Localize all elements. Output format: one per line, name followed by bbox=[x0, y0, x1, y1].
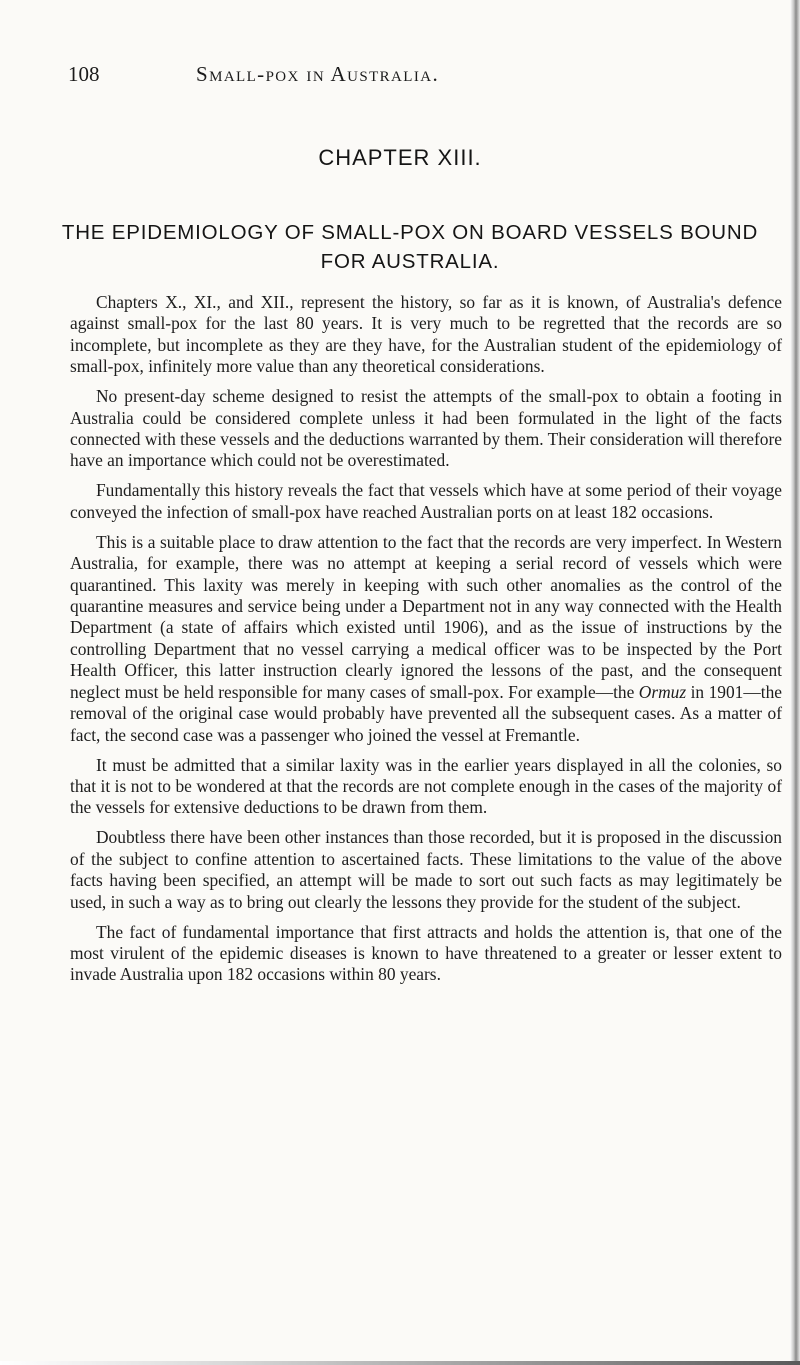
page-bottom-edge bbox=[0, 1361, 800, 1365]
chapter-label: CHAPTER XIII. bbox=[318, 145, 482, 170]
body-text bbox=[70, 292, 782, 994]
ship-name-ormuz: Ormuz bbox=[638, 681, 687, 702]
paragraph-7: The fact of fundamental importance that first attracts and holds the attention is, that one of the most virulent of the epidemic diseases is known to have threatened to a greater or lesser extent to invade Australia upon 182 occasions within 80 years. bbox=[70, 921, 782, 985]
page-edge-shadow bbox=[790, 0, 800, 1365]
chapter-title: THE EPIDEMIOLOGY OF SMALL-POX ON BOARD VESSELS BOUND FOR AUSTRALIA. bbox=[61, 221, 759, 273]
paragraph-1: Chapters X., XI., and XII., represent the history, so far as it is known, of Australia's defence against small-pox for the last 80 years. It is very much to be regretted that the records are so incomplete, but incomplete as they are they have, for the Australian student of the epidemiology of small-pox, infinitely more value than any theoretical considerations. bbox=[70, 292, 782, 377]
paragraph-3: Fundamentally this history reveals the fact that vessels which have at some period of their voyage conveyed the infection of small-pox have reached Australian ports on at least 182 occasions. bbox=[70, 480, 782, 522]
paragraph-6: Doubtless there have been other instances than those recorded, but it is proposed in the discussion of the subject to confine attention to ascertained facts. These limitations to the value of the above facts having been specified, an attempt will be made to sort out such facts as may legitimately be used, in such a way as to bring out clearly the lessons they provide for the student of the subject. bbox=[70, 827, 782, 912]
page-number: 108 bbox=[68, 62, 100, 86]
running-title: Small-pox in Australia. bbox=[196, 62, 440, 86]
paragraph-2: No present-day scheme designed to resist the attempts of the small-pox to obtain a footing in Australia could be considered complete unless it had been formulated in the light of the facts connected with these vessels and the deductions warranted by them. Their consideration will therefore have an importance which could not be overestimated. bbox=[70, 386, 782, 471]
paragraph-5: It must be admitted that a similar laxity was in the earlier years displayed in all the colonies, so that it is not to be wondered at that the records are not complete enough in the cases of the majority of the vessels for extensive deductions to be drawn from them. bbox=[70, 754, 782, 818]
paragraph-4-part-2: in 1901—the removal of the original case would probably have prevented all the subsequent cases. As a matter of fact, the second case was a passenger who joined the vessel at Fremantle. bbox=[70, 681, 782, 745]
paragraph-4-part-1: This is a suitable place to draw attention to the fact that the records are very imperfect. In Western Australia, for example, there was no attempt at keeping a serial record of vessels which were quarantined. This laxity was merely in keeping with such other anomalies as the control of the quarantine measures and service being under a Department not in any way connected with the Health Department (a state of affairs which existed until 1906), and as the issue of instructions by the controlling Department that no vessel carrying a medical officer was to be inspected by the Port Health Officer, this latter instruction clearly ignored the lessons of the past, and the consequent neglect must be held responsible for many cases of small-pox. For example—the bbox=[70, 531, 782, 702]
running-header bbox=[68, 62, 788, 92]
paragraph-4 bbox=[70, 532, 782, 746]
